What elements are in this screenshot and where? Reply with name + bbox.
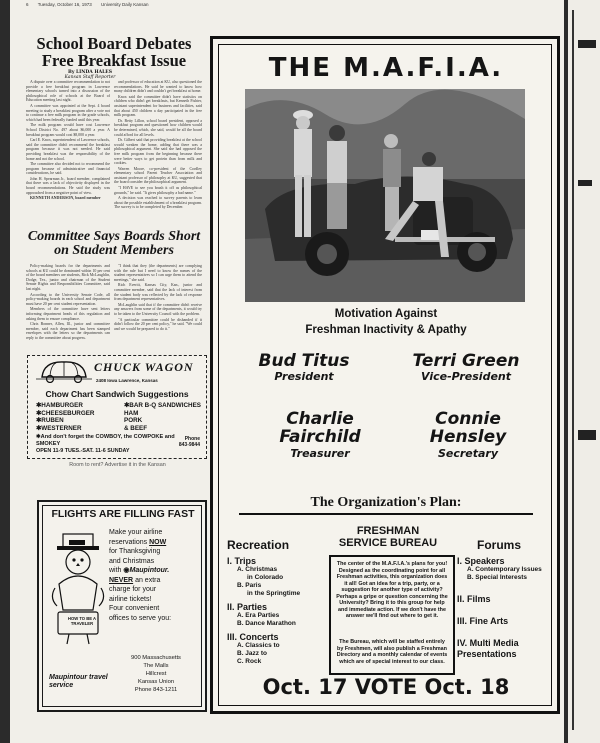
chuckwagon-ad bbox=[27, 355, 207, 459]
mafia-campaign-ad bbox=[210, 36, 560, 714]
recreation-section bbox=[227, 538, 327, 666]
paragraph: "I HAVE to see you brush it off as philosophical grounds," he said. "It gives philosophy a bad name." bbox=[114, 186, 202, 195]
chuckwagon-brand: CHUCK WAGON bbox=[94, 360, 194, 374]
motivation-line-1: Motivation Against bbox=[334, 308, 438, 320]
story-breakfast-byline bbox=[50, 70, 130, 80]
covered-wagon-icon bbox=[34, 359, 94, 383]
forums-section bbox=[457, 538, 557, 660]
paper-name: University Daily Kansan bbox=[101, 2, 149, 7]
paragraph: Members of the committee have sent letters informing department heads of this regulation and asking them to ensure compliance. bbox=[26, 307, 110, 321]
copy-brand: Maupintour. bbox=[129, 567, 170, 574]
address-line: Hillcrest bbox=[145, 671, 167, 677]
paragraph: Carl E. Knox, superintendent of Lawrence schools, said the committee didn't recommend the breakfast program because it was not needed. He said providing breakfast was the responsibility of the home and not the school. bbox=[26, 138, 110, 161]
menu-item: & BEEF bbox=[124, 424, 148, 432]
copy-line: Four convenient bbox=[109, 605, 160, 612]
page-fragment bbox=[578, 430, 596, 440]
menu-item: PORK bbox=[124, 417, 143, 425]
outline-subitem: C. Rock bbox=[237, 658, 262, 665]
candidate-role: President bbox=[274, 370, 334, 383]
page-fragment bbox=[578, 180, 592, 186]
copy-line: reservations bbox=[109, 538, 148, 546]
candidate-secretary bbox=[403, 411, 533, 459]
copy-line: offices to serve you: bbox=[109, 614, 172, 622]
bureau-text: The Bureau, which will be staffed entirely by Freshmen, will also publish a Freshman Directory and a monthly calendar of events which are of special interest to our class. bbox=[336, 639, 448, 665]
section-heading: Recreation bbox=[227, 538, 290, 552]
outline-subitem: in the Springtime bbox=[247, 590, 301, 597]
candidate-name: Charlie Fairchild bbox=[279, 409, 361, 447]
paragraph: Chris Bonner, Allen, Ill., junior and committee member, said each department has been stamped envelopes with the letters so the departments can reply to the committee about progress. bbox=[26, 322, 110, 340]
paragraph: A decision was reached to survey parents to learn about the possible establishment of a breakfast program. The survey is to be completed by December. bbox=[114, 196, 202, 210]
paragraph: John H. Spearman Jr., board member, complained that there was a lack of objectivity displayed in the board recommendations. He said the study was approached from a negative point of view. bbox=[26, 176, 110, 195]
story-committee-col-1 bbox=[26, 264, 110, 350]
outline-item: I. Speakers bbox=[457, 556, 505, 566]
candidate-president bbox=[239, 353, 369, 382]
menu-item: ✱RUBEN bbox=[36, 417, 64, 425]
candidate-role: Secretary bbox=[437, 446, 499, 460]
outline-item: II. Parties bbox=[227, 602, 268, 612]
copy-line: charge for your bbox=[109, 586, 157, 593]
candidates-with-car-photo bbox=[245, 89, 525, 302]
byline-name: By LINDA HALES bbox=[68, 70, 112, 75]
outline-subitem: B. Special Interests bbox=[467, 574, 527, 581]
paragraph: "A particular committee could be disbanded if it didn't follow the 20 per cent policy," he said. "We could and we would be prepared to do it." bbox=[114, 317, 202, 331]
menu-item: ✱CHEESEBURGER bbox=[36, 409, 95, 417]
paragraph: McLaughlin said that if the committee didn't receive any answers from some of the departments, it would try to be taken to the University Council with the problem. bbox=[114, 302, 202, 316]
paragraph: A dispute over a committee recommendation to not provide a free breakfast program in Lawrence elementary schools turned into a discussion of the philosophical role of schools at the Board of Education meeting last night. bbox=[26, 80, 110, 103]
paragraph: Dr. Gilbert said that providing breakfast at the school would weaken the home, adding that there was a philosophical argument. She said she had opposed the free milk program from the beginning because there were better ways to get protein than from milk and cookies. bbox=[114, 138, 202, 166]
heading-line: FRESHMAN bbox=[356, 525, 420, 537]
paragraph: Dr. Betty Lillon, school board president, opposed a breakfast program and questioned how children would be determined, which, she said, would be all the board could afford for all levels. bbox=[114, 118, 202, 137]
chuckwagon-address: 2408 Iowa Lawrence, Kansas bbox=[96, 378, 158, 383]
candidate-role: Treasurer bbox=[290, 446, 350, 460]
menu-left-column bbox=[36, 402, 94, 432]
maupintour-mark-icon: ◉ bbox=[123, 567, 130, 574]
paragraph: Policy-making boards for the departments and schools at KU could be dominated within 10 per cent of the board members are students, Rick McLaughlin, Dodge, Tex., junior and chairman of the Student Senate Rights and Responsibilities Committee, said last night. bbox=[26, 264, 110, 291]
address-line: Phone 843-1211 bbox=[134, 687, 178, 693]
pilgrim-sign: HOW TO BE A TRAVELER bbox=[67, 616, 97, 626]
adjacent-page-edge bbox=[568, 0, 600, 743]
paragraph: Knox said the committee didn't have statistics on children who didn't get breakfasts, but Kenneth Fishter, assistant superintendent for business and facilities, said that about 450 children a day participated in the free milk program. bbox=[114, 94, 202, 118]
story-breakfast-col-2 bbox=[114, 80, 202, 226]
copy-emphasis: NEVER bbox=[109, 576, 134, 584]
byline-role: Kansan Staff Reporter bbox=[64, 75, 116, 80]
menu-right-column bbox=[124, 402, 201, 432]
pilgrim-turkey-illustration-icon bbox=[49, 528, 107, 646]
menu-item: HAM bbox=[124, 409, 139, 417]
chuckwagon-phone bbox=[179, 436, 200, 448]
outline-item: III. Fine Arts bbox=[457, 616, 509, 626]
phone-label: Phone bbox=[184, 436, 200, 442]
menu-item: ✱BAR B-Q SANDWICHES bbox=[124, 402, 201, 409]
page-fragment bbox=[578, 40, 596, 48]
mafia-title: THE M.A.F.I.A. bbox=[268, 53, 504, 83]
page-rule bbox=[572, 10, 574, 730]
address-line: Kansas Union bbox=[137, 679, 175, 685]
plan-title: The Organization's Plan: bbox=[310, 495, 462, 510]
address-line: The Malls bbox=[143, 663, 169, 669]
outline-subitem: B. Paris bbox=[237, 582, 262, 589]
heading-line: SERVICE BUREAU bbox=[338, 537, 438, 549]
outline-subitem: A. Contemporary Issues bbox=[467, 566, 542, 573]
paragraph: KENNETH ANDERSON, board member bbox=[30, 195, 101, 201]
candidate-name: Bud Titus bbox=[258, 351, 350, 371]
maupintour-addresses bbox=[113, 654, 199, 694]
section-heading: Forums bbox=[476, 538, 521, 552]
outline-subitem: A. Era Parties bbox=[237, 612, 280, 619]
menu-item: ✱HAMBURGER bbox=[36, 402, 83, 409]
paragraph: "I think that they (the departments) are complying with the rule but I need to know the names of the student representatives so I can urge them to attend the meetings," she said. bbox=[114, 264, 202, 282]
service-bureau-box bbox=[329, 555, 455, 675]
motivation-line-2: Freshman Inactivity & Apathy bbox=[305, 324, 467, 336]
story-committee-headline: Committee Says Boards Short on Student Members bbox=[27, 229, 201, 258]
candidate-role: Vice-President bbox=[421, 370, 511, 383]
candidate-name: Connie Hensley bbox=[429, 409, 507, 447]
candidate-treasurer bbox=[255, 411, 385, 459]
copy-line: with bbox=[109, 567, 122, 574]
page-number: 6 bbox=[26, 2, 29, 7]
classified-filler: Room to rent? Advertise it in the Kansan bbox=[69, 462, 166, 468]
ad-inner-frame bbox=[42, 505, 202, 707]
page-folio bbox=[26, 2, 206, 7]
outline-item: IV. Multi Media Presentations bbox=[457, 638, 519, 659]
maupintour-ad bbox=[37, 500, 207, 712]
outline-subitem: B. Jazz to bbox=[237, 650, 267, 657]
page-date: Tuesday, October 16, 1973 bbox=[37, 2, 92, 7]
maupintour-logo: Maupintour travel service bbox=[49, 674, 108, 689]
outline-subitem: B. Dance Marathon bbox=[237, 620, 296, 627]
bureau-text: The center of the M.A.F.I.A.'s plans for you! Designed as the coordinating point for all Freshman activities, this organization does it all! Got an idea for a trip, party, or a suggestion for another type of activity? Perhaps a gripe or question concerning the University? Bring it to this group for help and immediate action. If we don't have the answer we'll find out where to get it. bbox=[336, 561, 448, 619]
chuckwagon-hours: OPEN 11-9 TUES.-SAT. 11-6 SUNDAY bbox=[36, 448, 130, 454]
outline-subitem: A. Christmas bbox=[237, 566, 278, 573]
plan-divider bbox=[239, 513, 533, 515]
story-committee-col-2 bbox=[114, 264, 202, 350]
maupintour-copy bbox=[109, 528, 199, 623]
copy-line: airline tickets! bbox=[109, 595, 152, 603]
paragraph: The milk program would have cost Lawrence School District No. 497 about $6,000 a year. A breakfast program would cost $8,000 a year. bbox=[26, 123, 110, 137]
outline-subitem: in Colorado bbox=[247, 574, 284, 581]
paragraph: The committee also decided not to recommend the program because of administrative and financial considerations, he said. bbox=[26, 162, 110, 176]
newspaper-page bbox=[10, 0, 564, 743]
outline-item: III. Concerts bbox=[227, 632, 279, 642]
story-breakfast-headline: School Board Debates Free Breakfast Issue bbox=[36, 34, 192, 70]
copy-emphasis: NOW bbox=[149, 538, 167, 546]
paragraph: and professor of education at KU, also questioned the recommendations. He said he wanted to know how many children didn't and couldn't get breakfast at home. bbox=[114, 80, 202, 94]
candidate-vice-president bbox=[391, 353, 541, 382]
menu-cowboy-note: ✱And don't forget the COWBOY, the COWPOKE and SMOKEY bbox=[36, 434, 175, 447]
vote-dates: Oct. 17 VOTE Oct. 18 bbox=[262, 675, 510, 699]
paragraph: According to the University Senate Code, all policy-making boards in each school and department must have 20 per cent student representation. bbox=[26, 292, 110, 306]
service-bureau-heading bbox=[327, 525, 449, 549]
copy-line: Make your airline bbox=[109, 529, 163, 536]
outline-item: I. Trips bbox=[227, 556, 257, 566]
copy-line: and Christmas bbox=[109, 557, 155, 565]
candidate-name: Terri Green bbox=[412, 351, 520, 371]
copy-line: for Thanksgiving bbox=[109, 548, 161, 555]
paragraph: Rich Everitt, Kansas City, Kan., junior and committee member, said that the lack of interest from the student body was reflected by the lack of response from department representatives. bbox=[114, 283, 202, 302]
address-line: 900 Massachusetts bbox=[131, 655, 181, 661]
paragraph: Warren Moore, co-president of the Cordley elementary school Parent Teacher Association and assistant professor of philosophy at KU, suggested that the board consider the philosophical argument. bbox=[114, 166, 202, 185]
phone-number: 843-9844 bbox=[178, 442, 200, 448]
menu-item: ✱WESTERNER bbox=[36, 424, 82, 432]
chow-chart-title: Chow Chart Sandwich Suggestions bbox=[45, 389, 189, 399]
paragraph: A committee was appointed at the Sept. 4 board meeting to study a breakfast program after a vote not to continue a free milk program in the grade schools, which had been federally funded until this year. bbox=[26, 103, 110, 122]
flights-headline: FLIGHTS ARE FILLING FAST bbox=[51, 508, 195, 520]
ad-inner-frame bbox=[218, 44, 552, 706]
story-breakfast-col-1 bbox=[26, 80, 110, 226]
outline-subitem: A. Classics to bbox=[237, 642, 280, 649]
copy-line: an extra bbox=[135, 576, 161, 584]
outline-item: II. Films bbox=[457, 594, 491, 604]
